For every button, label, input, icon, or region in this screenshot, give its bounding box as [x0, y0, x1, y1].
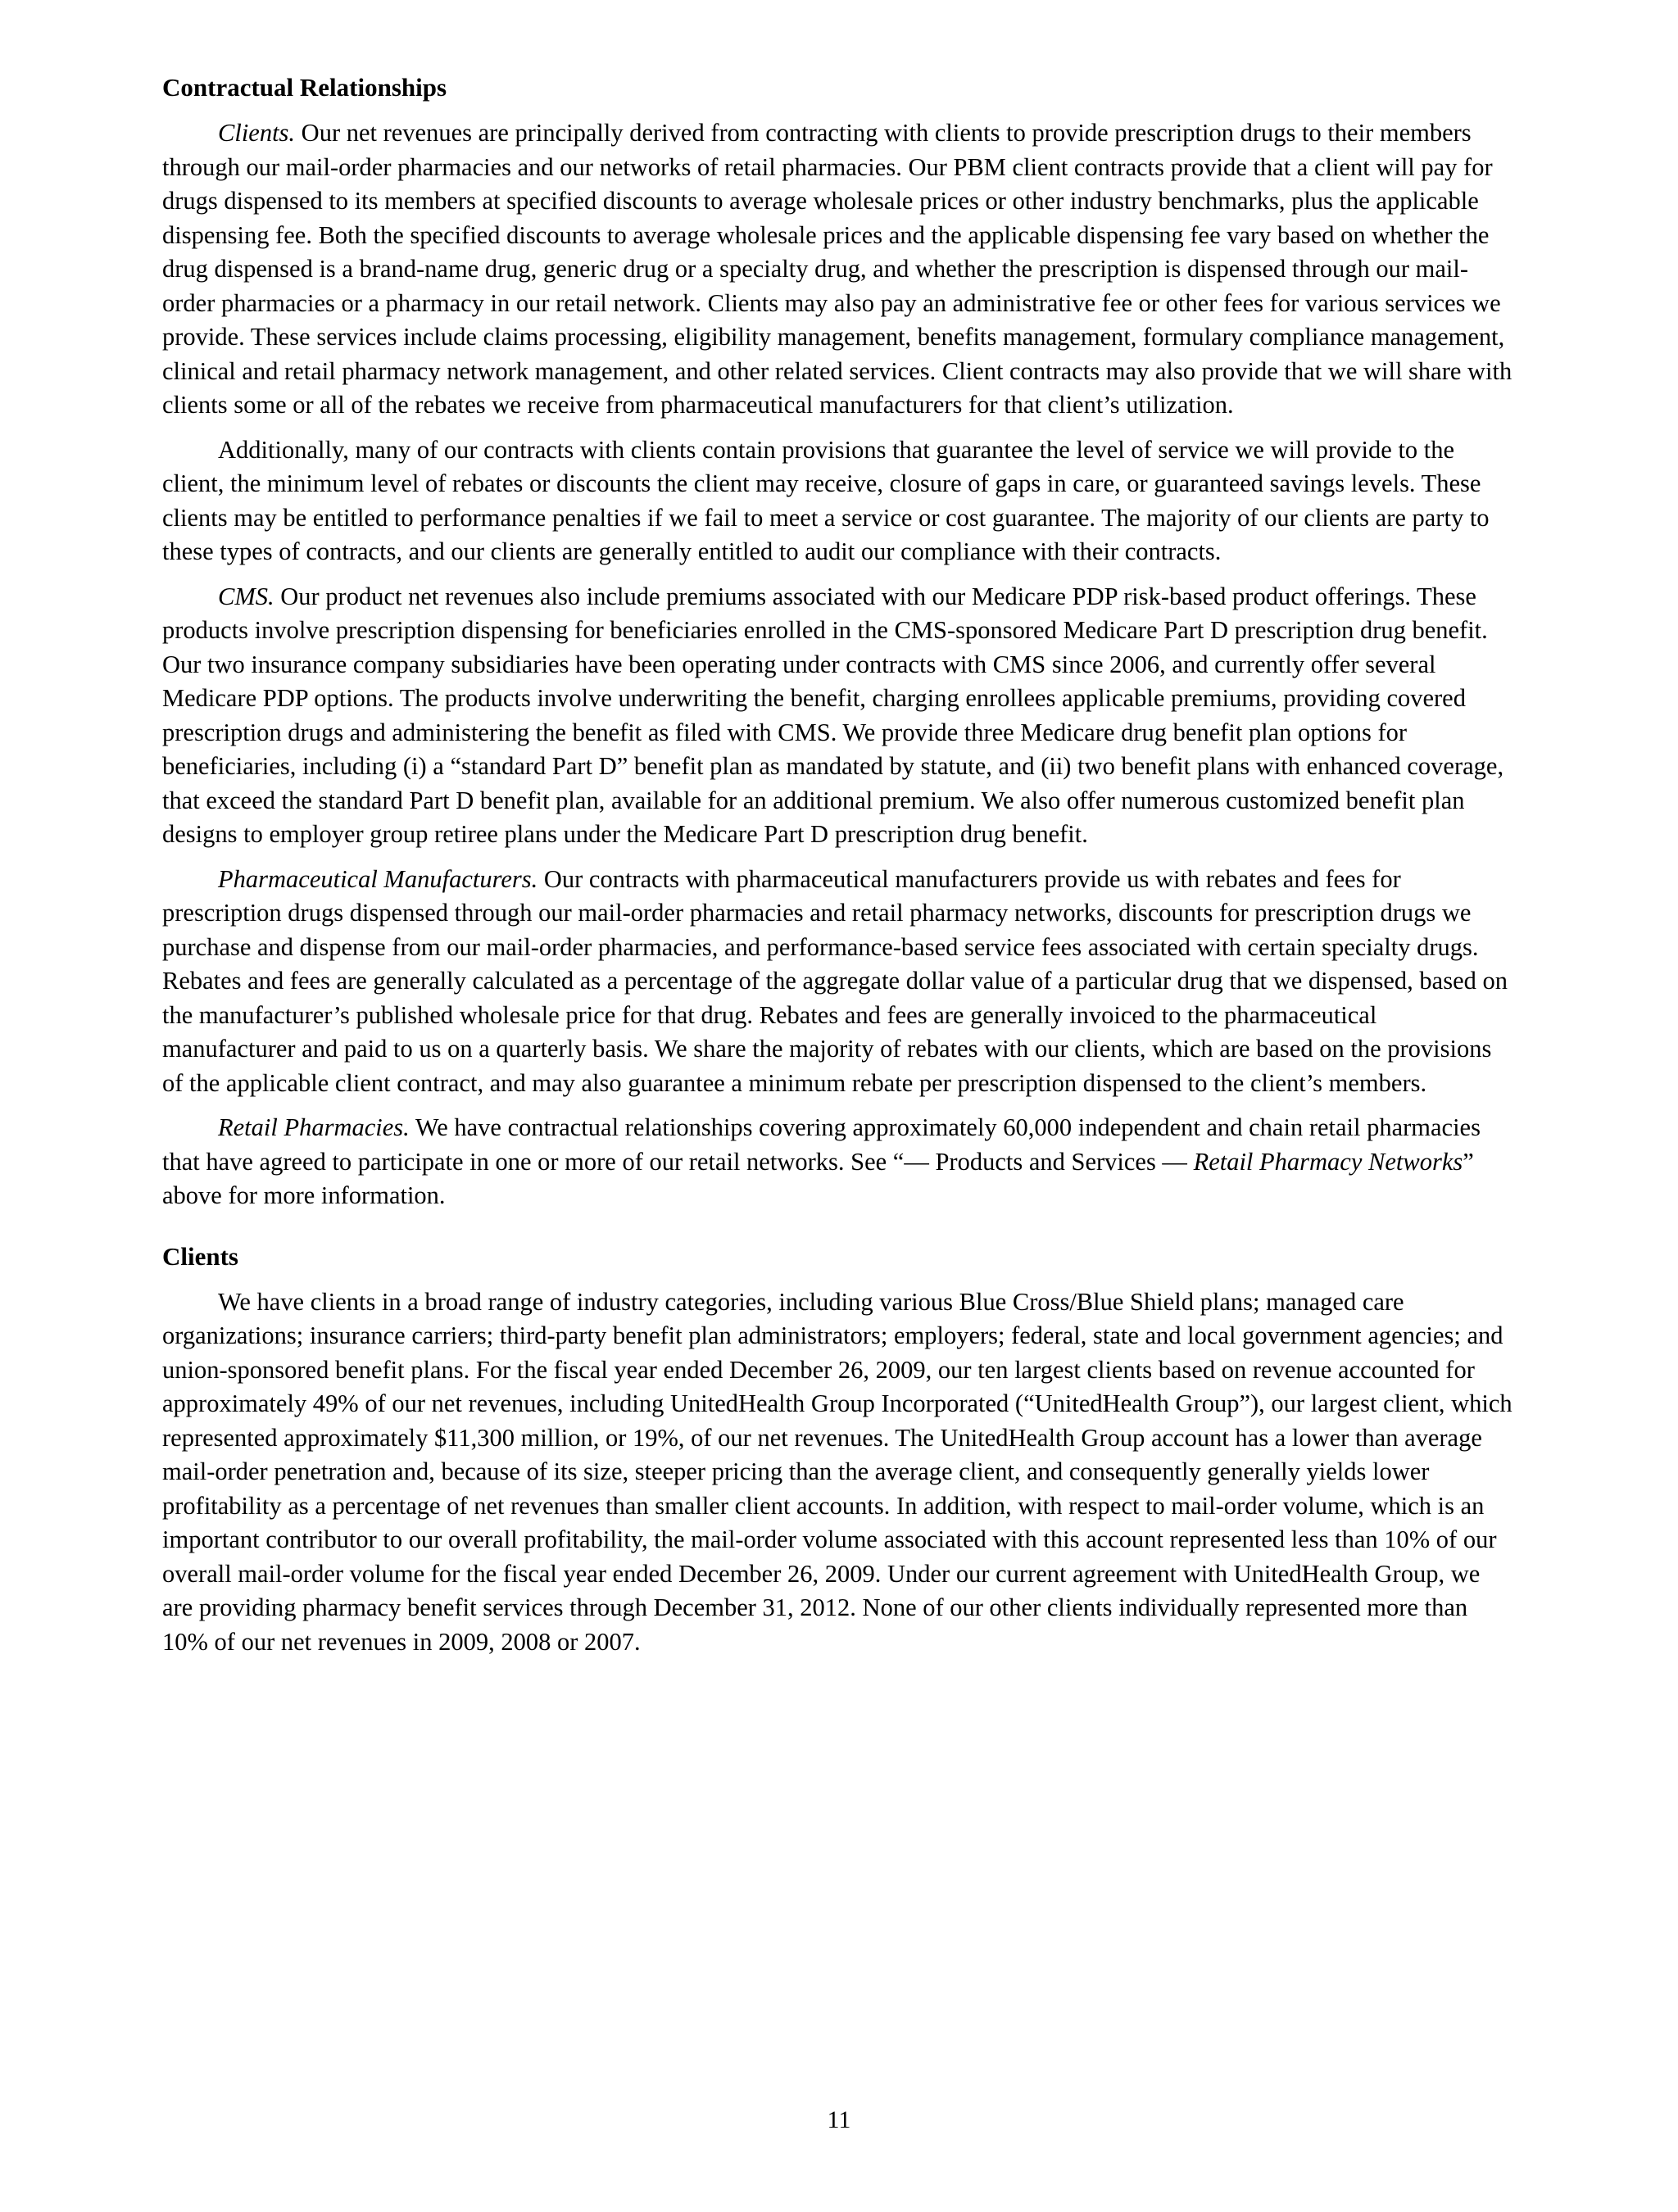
paragraph-text-clients-overview: We have clients in a broad range of industry categories, including various Blue Cross/Blue Shield plans; managed care organizations; insurance carriers; third-party benefit plan administrators; employers; federal, state and local government agencies; and union-sponsored benefit plans. For the fiscal year ended December 26, 2009, our ten largest clients based on revenue accounted for approximately 49% of our net revenues, including UnitedHealth Group Incorporated (“UnitedHealth Group”), our largest client, which represented approximately $11,300 million, or 19%, of our net revenues. The UnitedHealth Group account has a lower than average mail-order penetration and, because of its size, steeper pricing than the average client, and consequently generally yields lower profitability as a percentage of net revenues than smaller client accounts. In addition, with respect to mail-order volume, which is an important contributor to our overall profitability, the mail-order volume associated with this account represented less than 10% of our overall mail-order volume for the fiscal year ended December 26, 2009. Under our current agreement with UnitedHealth Group, we are providing pharmacy benefit services through December 31, 2012. None of our other clients individually represented more than 10% of our net revenues in 2009, 2008 or 2007.	[162, 1287, 1512, 1656]
paragraph-lead-clients: Clients.	[218, 119, 296, 147]
paragraph-retail-pharmacies	[162, 1111, 1516, 1213]
paragraph-pharmaceutical-manufacturers	[162, 863, 1516, 1101]
paragraph-text-retail-after: ” above for more information.	[162, 1147, 1474, 1209]
section-title-clients: Clients	[162, 1241, 238, 1271]
page-number: 11	[827, 2106, 851, 2133]
paragraph-clients	[162, 116, 1516, 423]
cross-reference-retail-pharmacy-networks: Retail Pharmacy Networks	[1193, 1147, 1463, 1176]
section-title-contractual-relationships: Contractual Relationships	[162, 73, 447, 102]
paragraph-clients-overview	[162, 1285, 1516, 1660]
paragraph-text-clients: Our net revenues are principally derived from contracting with clients to provide prescription drugs to their members through our mail-order pharmacies and our networks of retail pharmacies. Our PBM client contracts provide that a client will pay for drugs dispensed to its members at specified discounts to average wholesale prices or other industry benchmarks, plus the applicable dispensing fee. Both the specified discounts to average wholesale prices and the applicable dispensing fee vary based on whether the drug dispensed is a brand-name drug, generic drug or a specialty drug, and whether the prescription is dispensed through our mail-order pharmacies or a pharmacy in our retail network. Clients may also pay an administrative fee or other fees for various services we provide. These services include claims processing, eligibility management, benefits management, formulary compliance management, clinical and retail pharmacy network management, and other related services. Client contracts may also provide that we will share with clients some or all of the rebates we receive from pharmaceutical manufacturers for that client’s utilization.	[162, 119, 1512, 419]
paragraph-additionally	[162, 433, 1516, 569]
paragraph-cms	[162, 580, 1516, 852]
paragraph-text-pharma: Our contracts with pharmaceutical manufacturers provide us with rebates and fees for prescription drugs dispensed through our mail-order pharmacies and retail pharmacy networks, discounts for prescription drugs we purchase and dispense from our mail-order pharmacies, and performance-based service fees associated with certain specialty drugs. Rebates and fees are generally calculated as a percentage of the aggregate dollar value of a particular drug that we dispensed, based on the manufacturer’s published wholesale price for that drug. Rebates and fees are generally invoiced to the pharmaceutical manufacturer and paid to us on a quarterly basis. We share the majority of rebates with our clients, which are based on the provisions of the applicable client contract, and may also guarantee a minimum rebate per prescription dispensed to the client’s members.	[162, 864, 1508, 1097]
paragraph-lead-cms: CMS.	[218, 582, 274, 610]
paragraph-text-retail-before: We have contractual relationships covering approximately 60,000 independent and chain retail pharmacies that have agreed to participate in one or more of our retail networks. See “— Products and Services —	[162, 1113, 1481, 1176]
paragraph-lead-retail: Retail Pharmacies.	[218, 1113, 410, 1141]
paragraph-text-additionally: Additionally, many of our contracts with clients contain provisions that guarantee the level of service we will provide to the client, the minimum level of rebates or discounts the client may receive, closure of gaps in care, or guaranteed savings levels. These clients may be entitled to performance penalties if we fail to meet a service or cost guarantee. The majority of our clients are party to these types of contracts, and our clients are generally entitled to audit our compliance with their contracts.	[162, 435, 1490, 565]
paragraph-lead-pharma: Pharmaceutical Manufacturers.	[218, 864, 538, 893]
paragraph-text-cms: Our product net revenues also include premiums associated with our Medicare PDP risk-based product offerings. These products involve prescription dispensing for beneficiaries enrolled in the CMS-sponsored Medicare Part D prescription drug benefit. Our two insurance company subsidiaries have been operating under contracts with CMS since 2006, and currently offer several Medicare PDP options. The products involve underwriting the benefit, charging enrollees applicable premiums, providing covered prescription drugs and administering the benefit as filed with CMS. We provide three Medicare drug benefit plan options for beneficiaries, including (i) a “standard Part D” benefit plan as mandated by statute, and (ii) two benefit plans with enhanced coverage, that exceed the standard Part D benefit plan, available for an additional premium. We also offer numerous customized benefit plan designs to employer group retiree plans under the Medicare Part D prescription drug benefit.	[162, 582, 1504, 848]
document-page	[162, 70, 1516, 1670]
